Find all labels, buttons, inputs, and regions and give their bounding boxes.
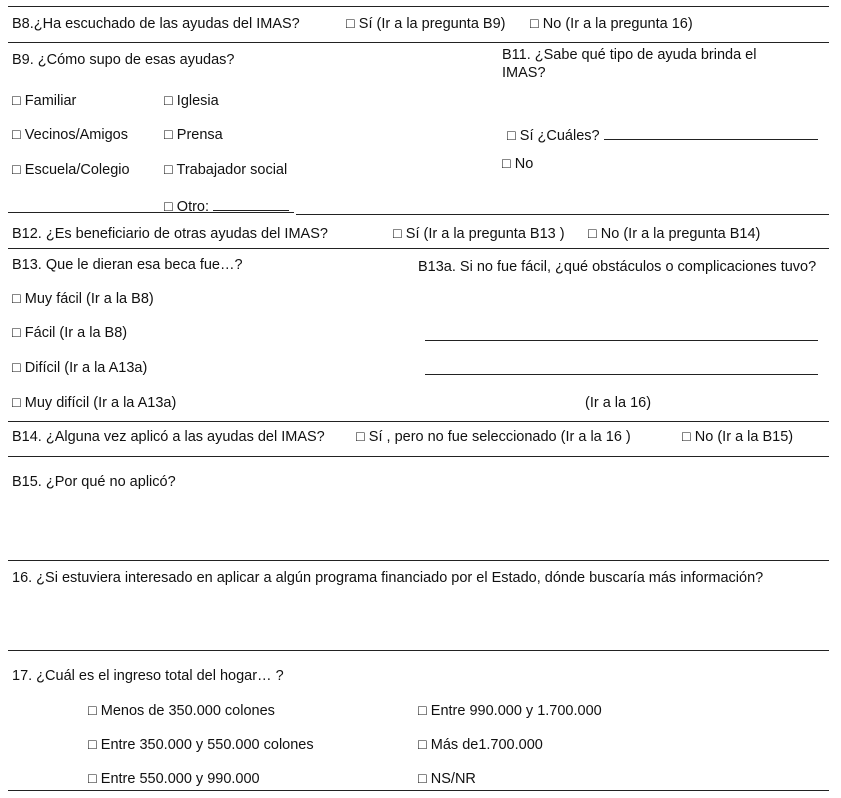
b9-left-rule — [8, 212, 294, 213]
b13-option-facil[interactable]: □ Fácil (Ir a la B8) — [12, 325, 128, 341]
b13a-question: B13a. Si no fue fácil, ¿qué obstáculos o complicaciones tuvo? — [418, 259, 817, 275]
b9-option-vecinos[interactable]: □ Vecinos/Amigos — [12, 127, 128, 143]
q17-option-550-990[interactable]: □ Entre 550.000 y 990.000 — [88, 771, 260, 787]
b9-option-trabajador[interactable]: □ Trabajador social — [164, 162, 288, 178]
b9-otro-blank[interactable] — [213, 197, 289, 211]
b13-option-muy-facil[interactable]: □ Muy fácil (Ir a la B8) — [12, 291, 154, 307]
b8-rule — [8, 42, 829, 43]
b9-option-prensa[interactable]: □ Prensa — [164, 127, 223, 143]
b14-option-yes[interactable]: □ Sí , pero no fue seleccionado (Ir a la 16 ) — [356, 429, 631, 445]
b11-cuales-blank[interactable] — [604, 126, 818, 140]
q17-option-990-1700[interactable]: □ Entre 990.000 y 1.700.000 — [418, 703, 602, 719]
b12-question: B12. ¿Es beneficiario de otras ayudas del IMAS? — [12, 226, 328, 242]
b15-rule — [8, 560, 829, 561]
b14-option-no[interactable]: □ No (Ir a la B15) — [682, 429, 794, 445]
b9-option-otro[interactable] — [164, 197, 289, 216]
b14-question: B14. ¿Alguna vez aplicó a las ayudas del IMAS? — [12, 429, 325, 445]
b14-rule — [8, 456, 829, 457]
b13a-goto: (Ir a la 16) — [585, 395, 652, 411]
b13-option-muy-dificil[interactable]: □ Muy difícil (Ir a la A13a) — [12, 395, 177, 411]
b11-option-yes[interactable] — [507, 126, 818, 145]
b13a-answer-line-1[interactable] — [425, 340, 818, 341]
b9-option-iglesia[interactable]: □ Iglesia — [164, 93, 219, 109]
b9-option-otro-label: □ Otro: — [164, 199, 210, 215]
q17-option-menos-350[interactable]: □ Menos de 350.000 colones — [88, 703, 275, 719]
q16-question: 16. ¿Si estuviera interesado en aplicar a algún programa financiado por el Estado, dónde buscaría más información? — [12, 570, 764, 586]
b13-option-dificil[interactable]: □ Difícil (Ir a la A13a) — [12, 360, 148, 376]
b12-rule — [8, 248, 829, 249]
q17-option-350-550[interactable]: □ Entre 350.000 y 550.000 colones — [88, 737, 314, 753]
b8-option-no[interactable]: □ No (Ir a la pregunta 16) — [530, 16, 693, 32]
b9-option-escuela[interactable]: □ Escuela/Colegio — [12, 162, 130, 178]
b12-option-no[interactable]: □ No (Ir a la pregunta B14) — [588, 226, 761, 242]
b9-question: B9. ¿Cómo supo de esas ayudas? — [12, 52, 235, 68]
top-rule — [8, 6, 829, 7]
q16-rule — [8, 650, 829, 651]
b11-option-no[interactable]: □ No — [502, 156, 534, 172]
q17-option-mas-1700[interactable]: □ Más de1.700.000 — [418, 737, 543, 753]
b9-full-rule — [296, 214, 829, 215]
b13-rule — [8, 421, 829, 422]
b11-question: B11. ¿Sabe qué tipo de ayuda brinda el IMAS? — [502, 47, 757, 81]
q17-option-nsnr[interactable]: □ NS/NR — [418, 771, 476, 787]
b13a-answer-line-2[interactable] — [425, 374, 818, 375]
b11-option-yes-label: □ Sí ¿Cuáles? — [507, 128, 600, 144]
q17-question: 17. ¿Cuál es el ingreso total del hogar… ? — [12, 668, 284, 684]
b12-option-yes[interactable]: □ Sí (Ir a la pregunta B13 ) — [393, 226, 565, 242]
b8-question: B8.¿Ha escuchado de las ayudas del IMAS? — [12, 16, 300, 32]
b8-option-yes[interactable]: □ Sí (Ir a la pregunta B9) — [346, 16, 506, 32]
bottom-rule — [8, 790, 829, 791]
b15-question: B15. ¿Por qué no aplicó? — [12, 474, 176, 490]
b13-question: B13. Que le dieran esa beca fue…? — [12, 257, 243, 273]
b9-option-familiar[interactable]: □ Familiar — [12, 93, 77, 109]
